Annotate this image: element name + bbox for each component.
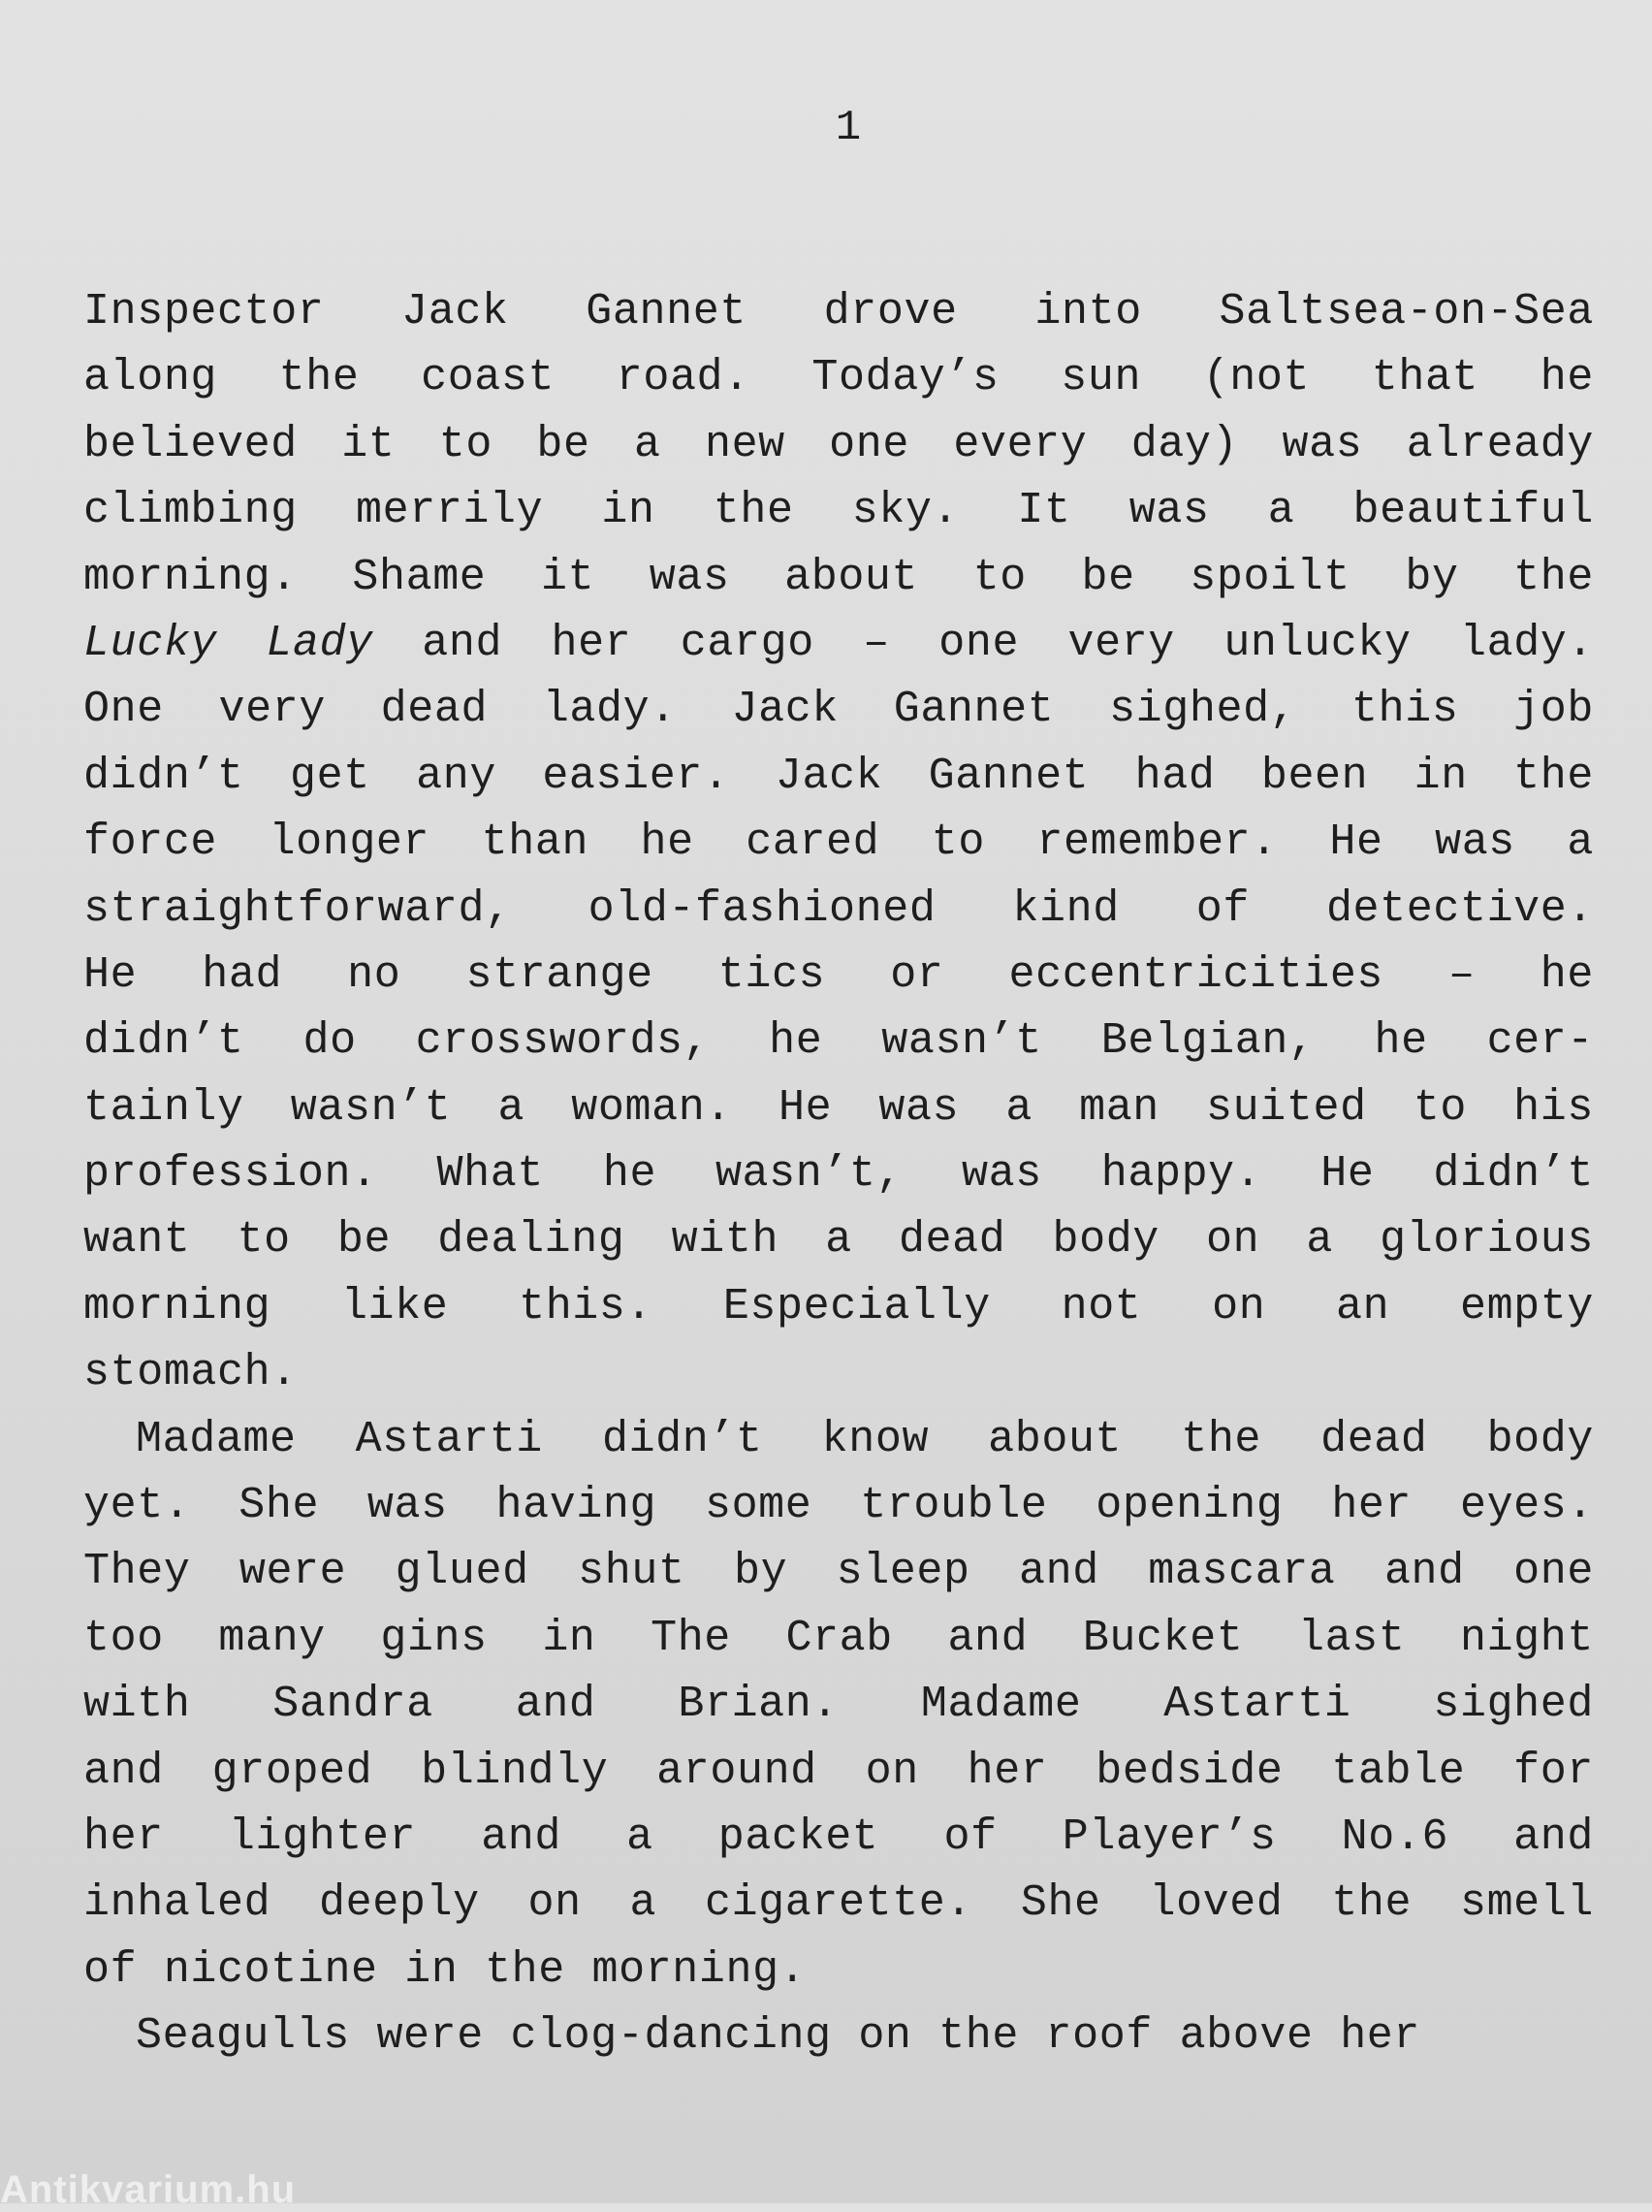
text-line: morning. Shame it was about to be spoilt by the	[83, 552, 1594, 602]
text-line: of nicotine in the morning.	[83, 1944, 807, 1995]
body-text	[83, 279, 1594, 2070]
text-line: They were glued shut by sleep and mascara and one	[83, 1547, 1594, 1597]
text-line	[83, 611, 1594, 677]
text-line: want to be dealing with a dead body on a glorious	[83, 1215, 1594, 1266]
text-line: yet. She was having some trouble opening her eyes.	[83, 1481, 1594, 1531]
text-line: force longer than he cared to remember. He was a	[83, 817, 1594, 868]
text-line: Madame Astarti didn’t know about the dead body	[136, 1414, 1594, 1464]
boat-name: Lucky Lady	[83, 618, 373, 668]
text-line: stomach.	[83, 1348, 298, 1398]
text-line: inhaled deeply on a cigarette. She loved the smell	[83, 1878, 1594, 1929]
text-line: with Sandra and Brian. Madame Astarti sighed	[83, 1680, 1594, 1730]
text-line: Inspector Jack Gannet drove into Saltsea-on-Sea	[83, 287, 1594, 337]
text-line: along the coast road. Today’s sun (not that he	[83, 353, 1594, 403]
text-line-rest: and her cargo – one very unlucky lady.	[372, 618, 1595, 668]
text-line: and groped blindly around on her bedside table for	[83, 1746, 1594, 1796]
text-line: didn’t get any easier. Jack Gannet had been in the	[83, 751, 1594, 801]
text-line: Seagulls were clog-dancing on the roof above her	[136, 2011, 1421, 2062]
text-line: straightforward, old-fashioned kind of detective.	[83, 883, 1594, 934]
watermark: Antikvarium.hu	[0, 2168, 297, 2211]
text-line: her lighter and a packet of Player’s No.6 and	[83, 1811, 1594, 1862]
text-line: One very dead lady. Jack Gannet sighed, this job	[83, 685, 1594, 735]
text-line: didn’t do crosswords, he wasn’t Belgian, he cer-	[83, 1016, 1594, 1067]
text-line: profession. What he wasn’t, was happy. He didn’t	[83, 1149, 1594, 1200]
text-line: morning like this. Especially not on an empty	[83, 1281, 1594, 1331]
text-line: tainly wasn’t a woman. He was a man suited to his	[83, 1082, 1594, 1133]
text-line: He had no strange tics or eccentricities – he	[83, 949, 1594, 1000]
text-line: too many gins in The Crab and Bucket last night	[83, 1613, 1594, 1663]
page-number: 1	[835, 104, 862, 152]
text-line: believed it to be a new one every day) was already	[83, 419, 1594, 469]
text-line: climbing merrily in the sky. It was a beautiful	[83, 486, 1594, 536]
